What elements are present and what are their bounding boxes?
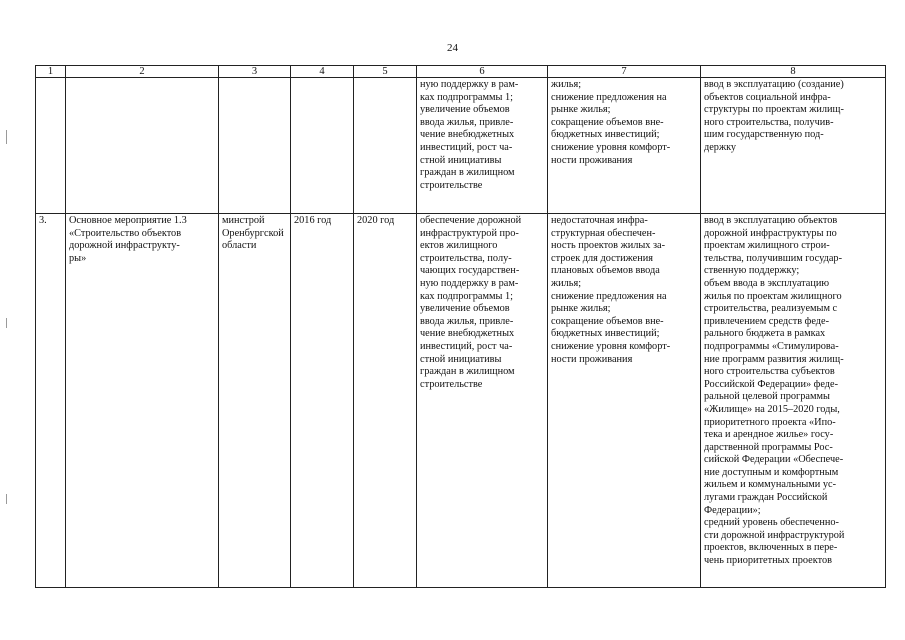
expected-result-cell: ную поддержку в рам- ках подпрограммы 1; увеличение объемов ввода жилья, привле- чение внебюджетных инвестиций, рост ча- стной инициативы граждан в жилищном строительстве xyxy=(417,78,548,214)
column-header-4: 4 xyxy=(291,66,354,78)
table-header-row xyxy=(36,66,886,78)
table-row xyxy=(36,78,886,214)
column-header-7: 7 xyxy=(548,66,701,78)
measure-name-cell xyxy=(66,78,219,214)
measure-name-cell: Основное мероприятие 1.3 «Строительство объектов дорожной инфраструкту- ры» xyxy=(66,214,219,588)
end-year-cell xyxy=(354,78,417,214)
consequences-cell: недостаточная инфра- структурная обеспечен- ность проектов жилых за- строек для достижения плановых объемов ввода жилья; снижение предложения на рынке жилья; сокращение объемов вне- бюджетных инвестиций; снижение уровня комфорт- ности проживания xyxy=(548,214,701,588)
page-number: 24 xyxy=(447,42,458,54)
column-header-3: 3 xyxy=(219,66,291,78)
consequences-cell: жилья; снижение предложения на рынке жилья; сокращение объемов вне- бюджетных инвестиций; снижение уровня комфорт- ности проживания xyxy=(548,78,701,214)
column-header-1: 1 xyxy=(36,66,66,78)
executor-cell: минстрой Оренбургской области xyxy=(219,214,291,588)
scan-margin-mark xyxy=(6,130,7,144)
column-header-5: 5 xyxy=(354,66,417,78)
scan-margin-mark xyxy=(6,494,7,504)
indicators-cell: ввод в эксплуатацию объектов дорожной инфраструктуры по проектам жилищного строи- тельства, получившим государ- ственную поддержку; объем ввода в эксплуатацию жилья по проектам жилищного строительства, реализуемым с привлечением средств феде- рального бюджета в рамках подпрограммы «Стимулирова- ние программ развития жилищ- ного строительства субъектов Российской Федерации» феде- ральной целевой программы «Жилище» на 2015–2020 годы, приоритетного проекта «Ипо- тека и арендное жилье» госу- дарственной программы Рос- сийской Федерации «Обеспече- ние доступным и комфортным жильем и коммунальными ус- лугами граждан Российской Федерации»; средний уровень обеспеченно- сти дорожной инфраструктурой проектов, включенных в пере- чень приоритетных проектов xyxy=(701,214,886,588)
column-header-2: 2 xyxy=(66,66,219,78)
expected-result-cell: обеспечение дорожной инфраструктурой про- ектов жилищного строительства, полу- чающих государствен- ную поддержку в рам- ках подпрограммы 1; увеличение объемов ввода жилья, привле- чение внебюджетных инвестиций, рост ча- стной инициативы граждан в жилищном строительстве xyxy=(417,214,548,588)
executor-cell xyxy=(219,78,291,214)
scan-margin-mark xyxy=(6,318,7,328)
column-header-6: 6 xyxy=(417,66,548,78)
indicators-cell: ввод в эксплуатацию (создание) объектов социальной инфра- структуры по проектам жилищ- ного строительства, получив- шим государственную под- держку xyxy=(701,78,886,214)
end-year-cell: 2020 год xyxy=(354,214,417,588)
start-year-cell xyxy=(291,78,354,214)
start-year-cell: 2016 год xyxy=(291,214,354,588)
row-number-cell xyxy=(36,78,66,214)
table-row xyxy=(36,214,886,588)
measures-table xyxy=(35,65,886,588)
row-number-cell: 3. xyxy=(36,214,66,588)
column-header-8: 8 xyxy=(701,66,886,78)
